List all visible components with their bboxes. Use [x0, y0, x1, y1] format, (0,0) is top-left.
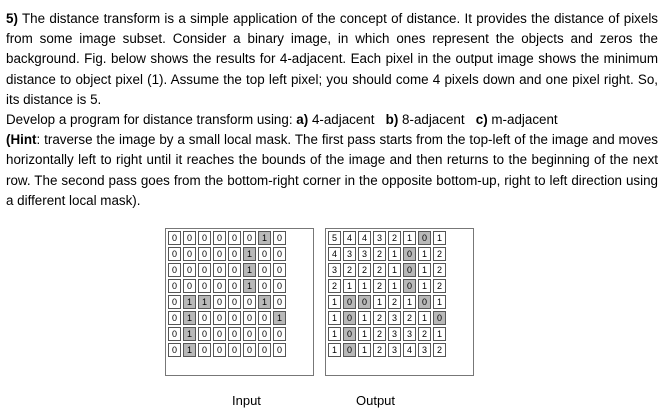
question-text	[6, 9, 658, 211]
grid-cell: 0	[228, 279, 241, 293]
grid-cell: 2	[403, 311, 416, 325]
grid-cell: 2	[373, 279, 386, 293]
grid-cell: 1	[388, 263, 401, 277]
grid-cell: 0	[243, 327, 256, 341]
grid-cell: 1	[183, 311, 196, 325]
grid-cell: 0	[183, 279, 196, 293]
grid-cell: 0	[243, 311, 256, 325]
grid-row	[168, 231, 286, 245]
grid-cell: 1	[433, 295, 446, 309]
grid-row	[168, 279, 286, 293]
grid-cell: 0	[183, 263, 196, 277]
grid-cell: 1	[403, 231, 416, 245]
grid-cell: 1	[388, 247, 401, 261]
grid-cell: 0	[273, 231, 286, 245]
grid-cell: 0	[258, 247, 271, 261]
grid-cell: 0	[403, 263, 416, 277]
grid-cell: 2	[373, 311, 386, 325]
grid-cell: 0	[168, 295, 181, 309]
grid-cell: 2	[433, 279, 446, 293]
grid-cell: 1	[388, 279, 401, 293]
input-image-grid	[166, 229, 288, 359]
grid-row	[328, 279, 446, 293]
grid-cell: 0	[198, 343, 211, 357]
grid-cell: 1	[258, 231, 271, 245]
task-paragraph	[6, 110, 658, 130]
grid-row	[328, 231, 446, 245]
grid-cell: 3	[388, 311, 401, 325]
grid-cell: 0	[343, 327, 356, 341]
grid-cell: 1	[198, 295, 211, 309]
grid-cell: 0	[168, 343, 181, 357]
grid-cell: 0	[198, 247, 211, 261]
grid-cell: 2	[373, 343, 386, 357]
grid-cell: 3	[403, 327, 416, 341]
grid-cell: 0	[228, 295, 241, 309]
grid-cell: 1	[418, 279, 431, 293]
grid-cell: 2	[373, 247, 386, 261]
grid-cell: 0	[168, 279, 181, 293]
grid-cell: 0	[418, 231, 431, 245]
question-body: The distance transform is a simple application of the concept of distance. It provides the distance of pixels from some image subset. Consider a binary image, in which ones represent the objects and zeros the background. Fig. below shows the results for 4-adjacent. Each pixel in the output image shows the minimum distance to object pixel (1). Assume the top left pixel; you should come 4 pixels down and one pixel right. So, its distance is 5.	[6, 11, 658, 107]
grid-cell: 3	[418, 343, 431, 357]
grid-cell: 0	[273, 327, 286, 341]
grid-cell: 4	[403, 343, 416, 357]
grid-cell: 0	[433, 311, 446, 325]
grid-cell: 3	[373, 231, 386, 245]
option-b-text: 8-adjacent	[402, 112, 465, 128]
grid-cell: 0	[183, 231, 196, 245]
grid-row	[328, 343, 446, 357]
grid-cell: 4	[328, 247, 341, 261]
grid-cell: 4	[343, 231, 356, 245]
grid-cell: 1	[328, 295, 341, 309]
grid-row	[328, 263, 446, 277]
grid-cell: 2	[343, 263, 356, 277]
grid-cell: 0	[343, 343, 356, 357]
grid-cell: 0	[198, 327, 211, 341]
grid-cell: 2	[388, 231, 401, 245]
grid-row	[328, 327, 446, 341]
grid-cell: 0	[243, 295, 256, 309]
grid-cell: 1	[183, 327, 196, 341]
grid-cell: 3	[388, 327, 401, 341]
question-number: 5)	[6, 11, 18, 26]
grid-cell: 3	[328, 263, 341, 277]
grid-cell: 2	[328, 279, 341, 293]
grid-cell: 0	[213, 343, 226, 357]
grid-cell: 1	[373, 295, 386, 309]
grid-cell: 4	[358, 231, 371, 245]
grid-cell: 0	[183, 247, 196, 261]
grid-cell: 0	[168, 263, 181, 277]
grid-cell: 2	[418, 327, 431, 341]
hint-paragraph	[6, 130, 658, 211]
grid-cell: 0	[258, 343, 271, 357]
output-caption: Output	[356, 393, 396, 408]
grid-cell: 2	[433, 247, 446, 261]
grid-cell: 0	[168, 247, 181, 261]
grid-cell: 1	[358, 279, 371, 293]
grid-row	[168, 295, 286, 309]
grid-cell: 0	[228, 247, 241, 261]
grid-cell: 1	[418, 263, 431, 277]
grid-cell: 1	[433, 327, 446, 341]
option-b-label: b)	[385, 112, 399, 128]
grid-cell: 0	[213, 263, 226, 277]
grid-cell: 0	[243, 343, 256, 357]
grid-cell: 0	[403, 279, 416, 293]
option-a-label: a)	[296, 112, 309, 128]
grid-cell: 5	[328, 231, 341, 245]
grid-cell: 1	[183, 295, 196, 309]
grid-cell: 1	[418, 247, 431, 261]
grid-row	[168, 327, 286, 341]
grid-cell: 0	[228, 311, 241, 325]
grid-cell: 0	[258, 327, 271, 341]
grid-cell: 1	[358, 311, 371, 325]
grid-cell: 0	[418, 295, 431, 309]
grid-cell: 0	[168, 231, 181, 245]
grid-cell: 3	[343, 247, 356, 261]
grid-cell: 1	[243, 279, 256, 293]
grid-cell: 2	[373, 263, 386, 277]
grid-cell: 0	[403, 247, 416, 261]
grid-cell: 0	[258, 311, 271, 325]
grid-row	[328, 311, 446, 325]
grid-cell: 3	[388, 343, 401, 357]
grid-cell: 0	[258, 279, 271, 293]
task-prefix: Develop a program for distance transform using:	[6, 112, 293, 128]
grid-cell: 1	[343, 279, 356, 293]
grid-cell: 2	[373, 327, 386, 341]
grid-cell: 1	[418, 311, 431, 325]
grid-cell: 1	[403, 295, 416, 309]
grid-cell: 0	[228, 231, 241, 245]
grid-cell: 1	[243, 247, 256, 261]
output-image-grid	[326, 229, 448, 359]
grid-cell: 1	[273, 311, 286, 325]
grid-cell: 0	[343, 295, 356, 309]
grid-row	[328, 295, 446, 309]
hint-label: (Hint	[6, 132, 37, 148]
grid-cell: 0	[343, 311, 356, 325]
grid-row	[168, 343, 286, 357]
grid-cell: 2	[388, 295, 401, 309]
grid-cell: 0	[213, 231, 226, 245]
grid-cell: 0	[228, 263, 241, 277]
grid-cell: 0	[213, 327, 226, 341]
grid-cell: 0	[273, 343, 286, 357]
grid-cell: 1	[328, 311, 341, 325]
question-paragraph	[6, 9, 658, 110]
grid-cell: 1	[328, 327, 341, 341]
grid-cell: 2	[433, 343, 446, 357]
grid-cell: 1	[183, 343, 196, 357]
grid-cell: 0	[213, 247, 226, 261]
grid-cell: 1	[358, 343, 371, 357]
grid-cell: 1	[258, 295, 271, 309]
input-caption: Input	[232, 393, 261, 408]
grid-cell: 3	[358, 247, 371, 261]
grid-row	[168, 311, 286, 325]
grid-cell: 0	[273, 247, 286, 261]
grid-cell: 0	[198, 279, 211, 293]
grid-row	[328, 247, 446, 261]
grid-cell: 0	[258, 263, 271, 277]
grid-cell: 0	[243, 231, 256, 245]
grid-cell: 2	[433, 263, 446, 277]
grid-cell: 2	[358, 263, 371, 277]
option-c-text: m-adjacent	[491, 112, 558, 128]
grid-cell: 0	[213, 295, 226, 309]
grid-row	[168, 247, 286, 261]
grid-cell: 1	[358, 327, 371, 341]
grid-cell: 0	[273, 279, 286, 293]
grid-row	[168, 263, 286, 277]
grid-cell: 0	[213, 311, 226, 325]
grid-cell: 0	[213, 279, 226, 293]
grid-cell: 0	[228, 343, 241, 357]
grid-cell: 0	[168, 327, 181, 341]
grid-cell: 0	[168, 311, 181, 325]
option-a-text: 4-adjacent	[311, 112, 375, 128]
grid-cell: 1	[328, 343, 341, 357]
grid-cell: 1	[243, 263, 256, 277]
grid-cell: 0	[198, 263, 211, 277]
grid-cell: 0	[273, 295, 286, 309]
grid-cell: 0	[198, 311, 211, 325]
grid-cell: 1	[433, 231, 446, 245]
hint-text: : traverse the image by a small local mask. The first pass starts from the top-left of the image and moves horizontally left to right until it reaches the bounds of the image and then returns to the beginning of the next row. The second pass goes from the bottom-right corner in the opposite bottom-up, right to left direction using a different local mask).	[6, 132, 658, 208]
grid-cell: 0	[358, 295, 371, 309]
option-c-label: c)	[475, 112, 488, 128]
grid-cell: 0	[273, 263, 286, 277]
grid-cell: 0	[228, 327, 241, 341]
grid-cell: 0	[198, 231, 211, 245]
